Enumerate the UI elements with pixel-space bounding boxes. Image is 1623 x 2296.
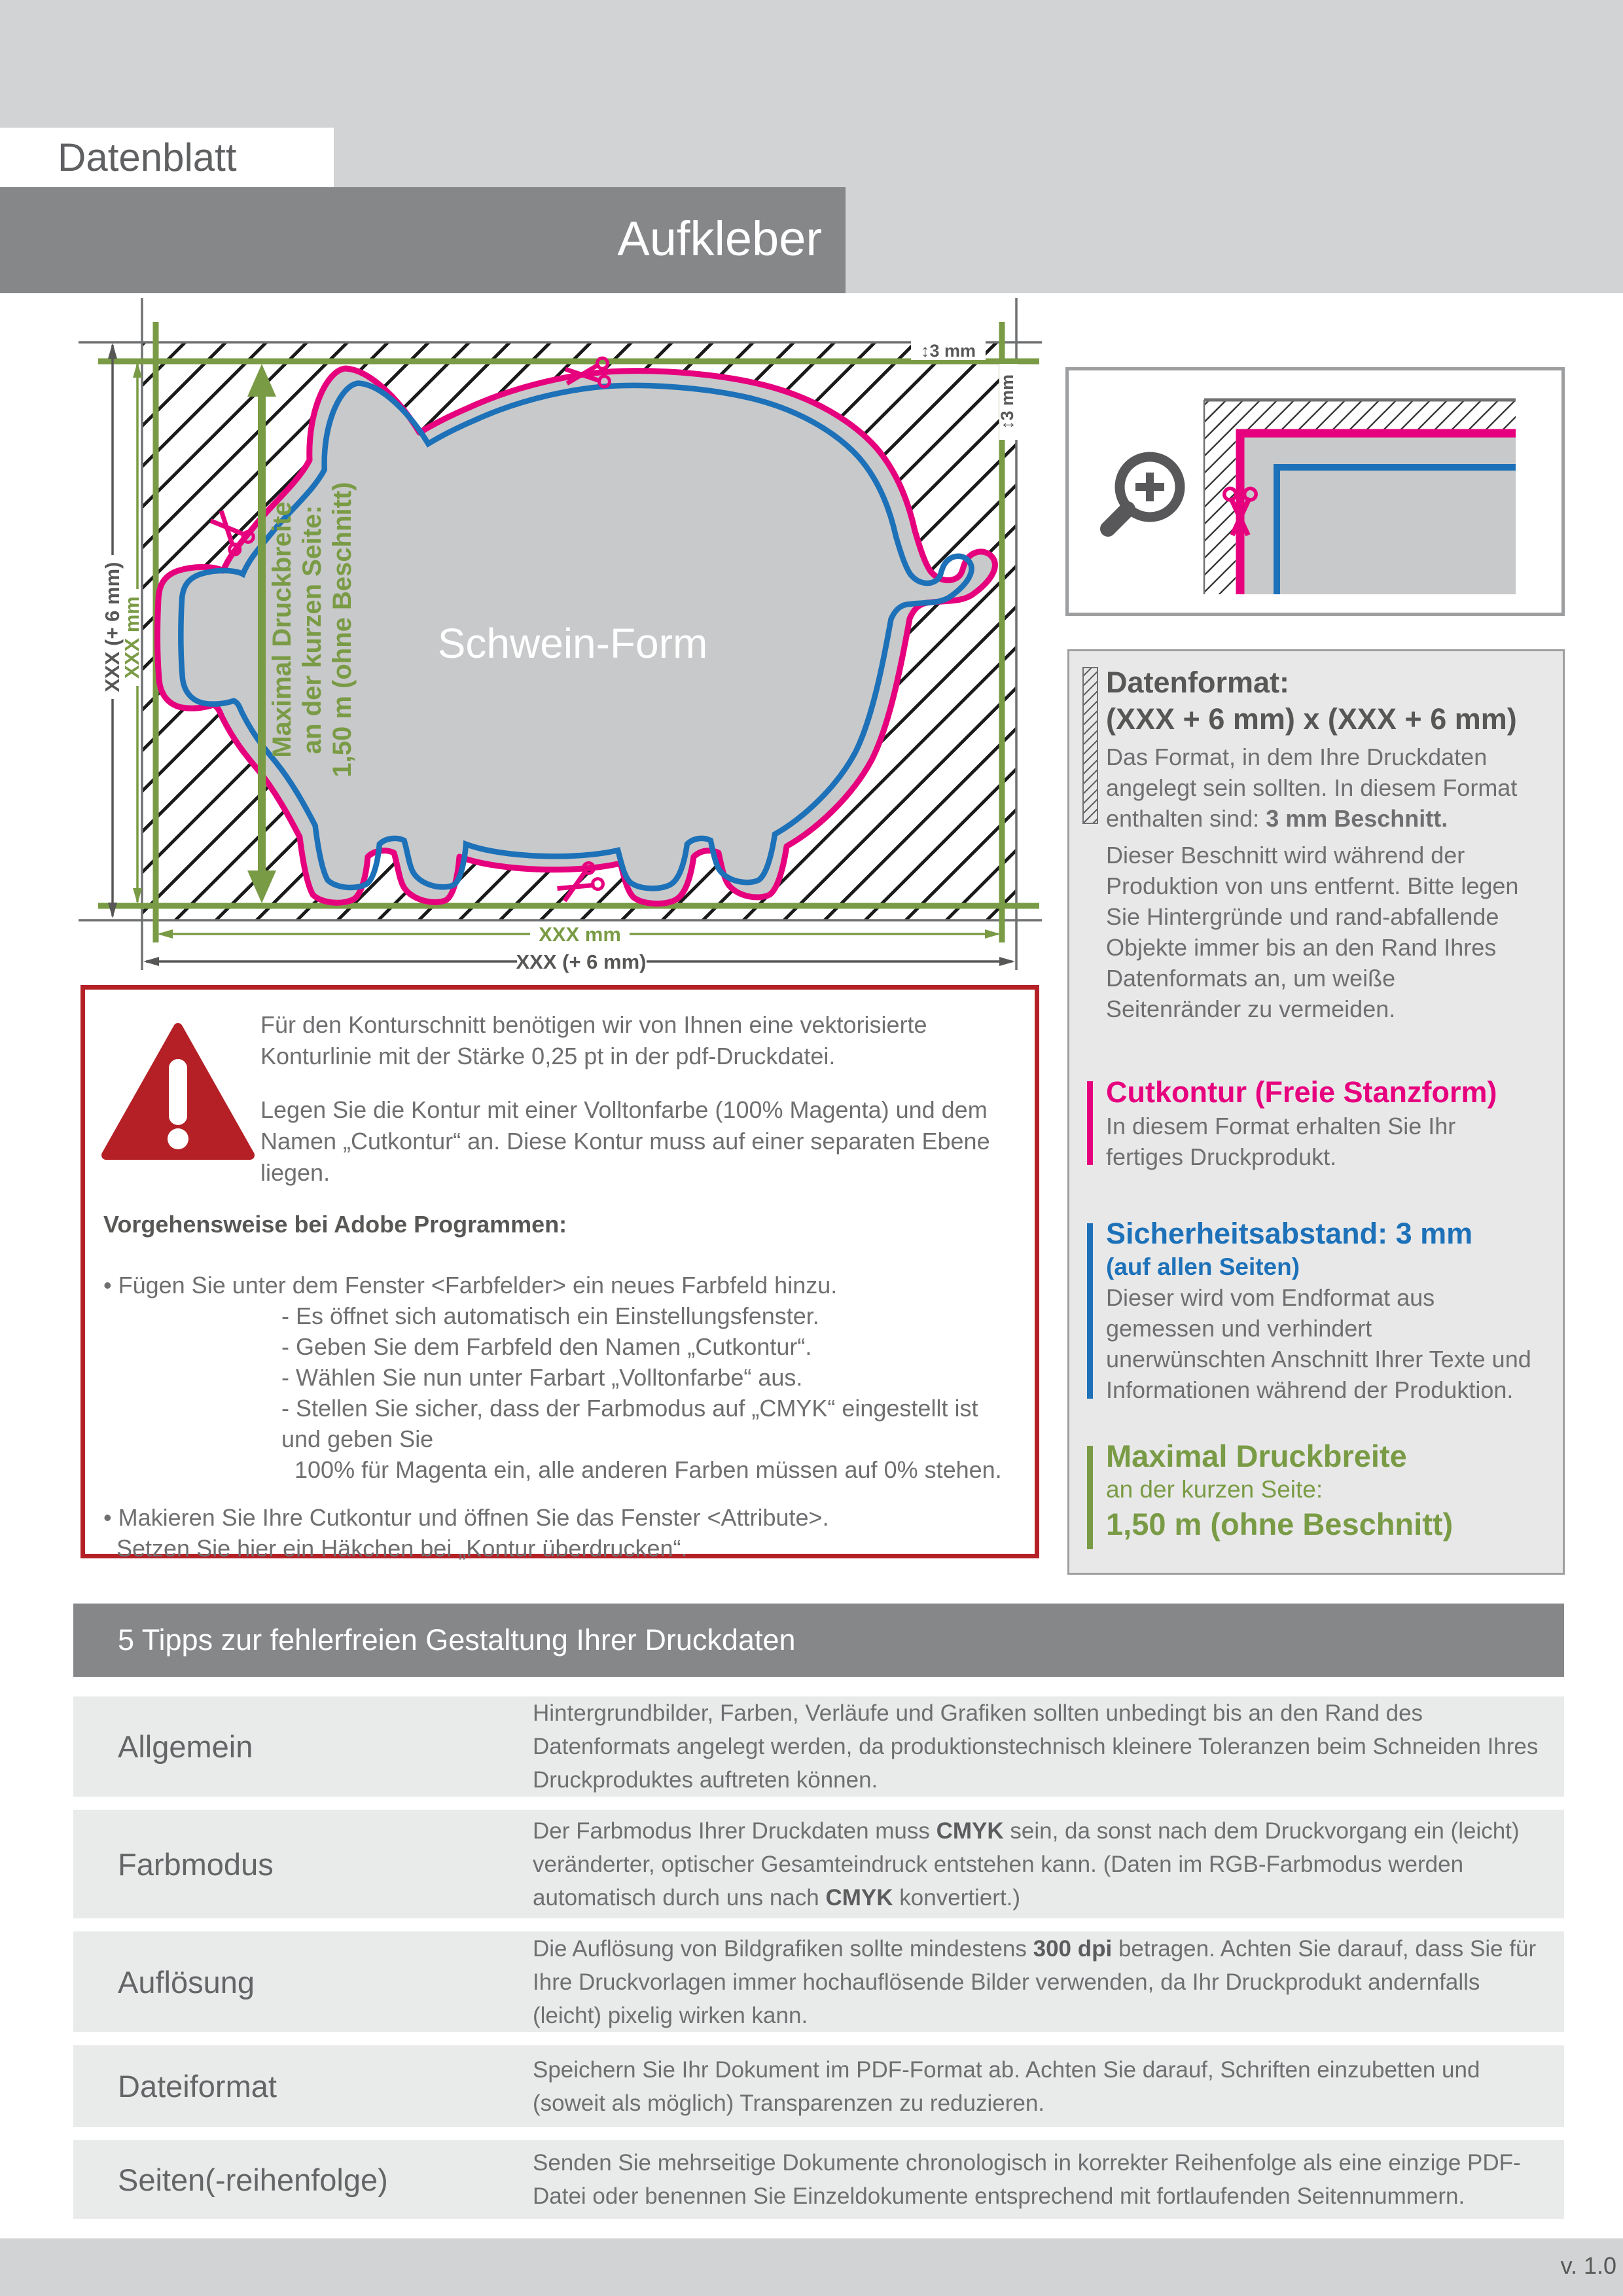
product-title: Aufkleber [617, 211, 822, 266]
tip-text-bold: CMYK [825, 1884, 893, 1910]
version-label: v. 1.0 [1560, 2252, 1616, 2279]
bleed-note: Dieser Beschnitt wird während der Produktion von uns entfernt. Bitte legen Sie Hintergründe und rand-abfallende Objekte immer bis an den Rand Ihres Datenformats an, um weiße Seitenränder zu vermeiden. [1106, 842, 1519, 1022]
corner-zoom-graphic [1069, 370, 1561, 613]
list-item: Setzen Sie hier ein Häkchen bei „Kontur überdrucken“. [116, 1535, 688, 1562]
warning-paragraph-1: Für den Konturschnitt benötigen wir von Ihnen eine vektorisierte Konturlinie mit der Stärke 0,25 pt in der pdf-Druckdatei. [260, 1011, 927, 1069]
tip-text-bold: 300 dpi [1033, 1935, 1113, 1962]
list-item: 100% für Magenta ein, alle anderen Farben müssen auf 0% stehen. [294, 1456, 1002, 1483]
tip-text-seg: Die Auflösung von Bildgrafiken sollte mindestens [533, 1935, 1033, 1962]
doc-type-chip [0, 128, 334, 187]
dim-left-inner-label: XXX mm [120, 596, 143, 679]
footer-band [0, 2238, 1623, 2296]
tip-row-label: Dateiformat [118, 2069, 277, 2104]
tip-row-text [533, 2140, 1554, 2219]
sticker-format-diagram [39, 295, 1086, 1021]
corner-sample [1204, 400, 1516, 594]
druckbreite-value: 1,50 m (ohne Beschnitt) [1106, 1507, 1454, 1541]
sicherheit-subtitle: (auf allen Seiten) [1106, 1253, 1300, 1280]
list-item: - Stellen Sie sicher, dass der Farbmodus auf „CMYK“ eingestellt ist und geben Sie [281, 1395, 978, 1452]
tip-text-seg: Speichern Sie Ihr Dokument im PDF-Format ab. Achten Sie darauf, Schriften einzubetten und (soweit als möglich) Transparenzen zu reduzieren. [533, 2056, 1480, 2116]
cutkontur-body: In diesem Format erhalten Sie Ihr fertiges Druckprodukt. [1106, 1113, 1456, 1170]
tip-text-seg: Senden Sie mehrseitige Dokumente chronologisch in korrekter Reihenfolge als eine einzige PDF-Datei oder benennen Sie Einzeldokumente entsprechend mit fortlaufenden Seitennummern. [533, 2150, 1521, 2209]
datenformat-body [1106, 742, 1533, 834]
tip-text-bold: CMYK [936, 1818, 1004, 1844]
product-title-band [0, 187, 846, 293]
tip-row-label: Seiten(-reihenfolge) [118, 2162, 388, 2197]
tip-row-aufloesung [73, 1931, 1564, 2032]
cutkontur-title: Cutkontur (Freie Stanzform) [1106, 1075, 1497, 1109]
list-item: - Es öffnet sich automatisch ein Einstellungsfenster. [281, 1302, 819, 1329]
tip-row-label: Allgemein [118, 1729, 253, 1764]
tip-text-seg: Hintergrundbilder, Farben, Verläufe und Grafiken sollten unbedingt bis an den Rand des Datenformats angelegt werden, da produktionstechnisch kleinere Toleranzen beim Schneiden Ihres Druckproduktes auftreten können. [533, 1700, 1539, 1793]
hatch-swatch-icon [1082, 667, 1098, 824]
dim-bottom-inner-label: XXX mm [539, 923, 621, 946]
tip-text-seg: betragen. Achten Sie darauf, dass Sie für Ihre Druckvorlagen immer hochauflösende Bilder verwenden, da Ihr Druckprodukt andernfalls (leicht) pixelig wirken kann. [533, 1935, 1537, 2028]
cut-contour-warning-box [80, 985, 1039, 1562]
shape-label: Schwein-Form [437, 620, 708, 667]
tip-row-farbmodus [73, 1810, 1564, 1918]
list-item: - Geben Sie dem Farbfeld den Namen „Cutkontur“. [281, 1333, 812, 1360]
bleed-right-label: ↕3 mm [997, 374, 1017, 430]
tip-row-text [533, 1931, 1554, 2032]
tips-title-band [73, 1604, 1564, 1677]
tip-row-text [533, 2045, 1554, 2127]
warning-triangle-icon [99, 1021, 257, 1162]
magnifier-plus-icon [1108, 457, 1180, 529]
doc-type-label: Datenblatt [58, 135, 237, 179]
corner-zoom-box [1065, 367, 1565, 616]
cutkontur-bar [1087, 1081, 1093, 1165]
sicherheit-body: Dieser wird vom Endformat aus gemessen und verhindert unerwünschten Anschnitt Ihrer Texte und Informationen während der Produktion. [1106, 1284, 1531, 1403]
bleed-top-label: ↕3 mm [920, 341, 976, 361]
druckbreite-bar [1087, 1446, 1093, 1549]
datenformat-body-text: Das Format, in dem Ihre Druckdaten angelegt sein sollten. In diesem Format enthalten sind: [1106, 744, 1518, 832]
adobe-steps-heading: Vorgehensweise bei Adobe Programmen: [103, 1211, 567, 1238]
datenformat-title: Datenformat: [1106, 666, 1290, 699]
list-item: • Makieren Sie Ihre Cutkontur und öffnen Sie das Fenster <Attribute>. [103, 1504, 829, 1531]
tip-row-dateiformat [73, 2045, 1564, 2127]
druckbreite-block [1106, 1438, 1533, 1544]
format-info-panel [1067, 649, 1565, 1575]
tip-text-seg: konvertiert.) [893, 1884, 1021, 1910]
list-item: - Wählen Sie nun unter Farbart „Volltonfarbe“ aus. [281, 1364, 803, 1391]
druckbreite-subtitle: an der kurzen Seite: [1106, 1476, 1323, 1503]
cutkontur-block [1106, 1074, 1533, 1172]
note-line-2: an der kurzen Seite: [298, 505, 327, 755]
tip-text-seg: Der Farbmodus Ihrer Druckdaten muss [533, 1818, 936, 1844]
warning-paragraph-2: Legen Sie die Kontur mit einer Volltonfarbe (100% Magenta) und dem Namen „Cutkontur“ an. Diese Kontur muss auf einer separaten Ebene liegen. [260, 1096, 990, 1186]
dim-left-outer-label: XXX (+ 6 mm) [101, 562, 124, 692]
tip-text-seg: sein, da sonst nach dem Druckvorgang ein (leicht) veränderter, optischer Gesamteindruck entstehen kann. (Daten im RGB-Farbmodus werden automatisch durch uns nach [533, 1818, 1520, 1910]
adobe-steps-list [103, 1270, 1013, 1564]
datenformat-body-bold: 3 mm Beschnitt. [1266, 805, 1448, 832]
tip-row-label: Auflösung [118, 1964, 255, 2000]
sicherheit-title: Sicherheitsabstand: 3 mm [1106, 1217, 1473, 1250]
tip-row-text [533, 1696, 1554, 1797]
tip-row-allgemein [73, 1696, 1564, 1797]
druckbreite-title: Maximal Druckbreite [1106, 1439, 1407, 1473]
note-line-3: 1,50 m (ohne Beschnitt) [328, 482, 357, 778]
sicherheit-block [1106, 1215, 1533, 1405]
max-print-width-note [268, 482, 357, 777]
datenformat-format: (XXX + 6 mm) x (XXX + 6 mm) [1106, 702, 1517, 736]
list-item: • Fügen Sie unter dem Fenster <Farbfelder> ein neues Farbfeld hinzu. [103, 1272, 838, 1299]
datenformat-block [1106, 664, 1533, 834]
sicherheit-bar [1087, 1223, 1093, 1399]
note-line-1: Maximal Druckbreite [268, 501, 296, 758]
tip-row-seitenreihenfolge [73, 2140, 1564, 2219]
tips-title: 5 Tipps zur fehlerfreien Gestaltung Ihrer Druckdaten [118, 1623, 796, 1657]
dim-bottom-outer-label: XXX (+ 6 mm) [516, 950, 647, 973]
tip-row-text [533, 1810, 1554, 1918]
tip-row-label: Farbmodus [118, 1846, 274, 1882]
